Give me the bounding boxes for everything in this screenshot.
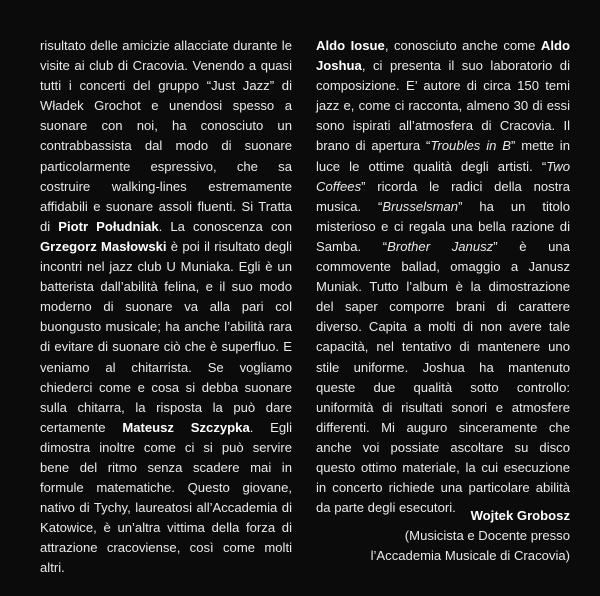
text-run: ” è una commovente ballad, omaggio a Janusz Muniak. Tutto l’album è la dimostrazione del saper comporre brani di carattere diverso. Capita a molti di non avere tale capacità, nel tentativo di mantenere uno stile uniforme. Joshua ha mantenuto queste due qualità sotto controllo: uniformità di risultati sonori e atmosfere differenti. Mi auguro sinceramente che anche voi possiate ascoltare su disco questo ottimo materiale, la cui esecuzione in concerto richiede una particolare abilità da parte degli esecutori. <box>316 238 570 516</box>
text-run: è poi il risultato degli incontri nel jazz club U Muniaka. Egli è un batterista dall’abilità felina, e il suo modo moderno di suonare va alla pari col buongusto musicale; ha anche l’abilità rara di evitare di suonare ciò che è superfluo. E veniamo al chitarrista. Se vogliamo chiederci come e cosa si debba suonare sulla chitarra, la risposta la può dare certamente <box>40 238 292 435</box>
text-run: ” ricorda le radici della nostra musica. “ <box>316 178 570 214</box>
composer-alias: Aldo Joshua <box>316 38 570 74</box>
right-column <box>316 36 570 518</box>
track-title: Brother Janusz <box>387 238 494 254</box>
author-role: (Musicista e Docente presso <box>404 528 570 544</box>
musician-name-bassist: Piotr Południak <box>58 218 159 234</box>
track-title: Two Coffees <box>316 158 570 194</box>
text-run: , ci presenta il suo laboratorio di composizione. E’ autore di circa 150 temi jazz e, come ci racconta, almeno 30 di essi sono ispirati all’atmosfera di Cracovia. Il brano di apertura “ <box>316 58 570 154</box>
signature-block <box>316 506 570 566</box>
text-run: . Egli dimostra inoltre come ci si può servire bene del ritmo senza scadere mai in formule matematiche. Questo giovane, nativo di Tychy, laureatosi all’Accademia di Katowice, è un’altra vittima della forza di attrazione cracoviense, così come molti altri. <box>40 419 293 576</box>
left-column <box>40 36 292 579</box>
text-run: ” ha un titolo misterioso e ci regala una bella razione di Samba. “ <box>316 198 570 254</box>
text-run: ” mette in luce le ottime qualità degli artisti. “ <box>316 138 570 174</box>
author-name: Wojtek Grobosz <box>470 508 570 523</box>
track-title: Troubles in B <box>430 138 511 154</box>
musician-name-drummer: Grzegorz Masłowski <box>40 238 167 254</box>
track-title: Brusselsman <box>382 198 459 214</box>
text-run: risultato delle amicizie allacciate durante le visite ai club di Cracovia. Venendo a quasi tutti i concerti del gruppo “Just Jazz” di Władek Grochot e unendosi spesso a suonare con noi, ha conosciuto un contrabbassista dal modo di suonare particolarmente espressivo, che sa costruire walking-lines estremamente affidabili e suonare assoli fluenti. Si Tratta di <box>40 38 292 234</box>
left-paragraph <box>40 36 292 579</box>
text-run: , conosciuto anche come <box>384 38 541 53</box>
text-run: . La conoscenza con <box>158 218 292 234</box>
musician-name-guitarist: Mateusz Szczypka <box>122 419 250 435</box>
author-affiliation: l’Accademia Musicale di Cracovia) <box>370 548 570 564</box>
composer-name: Aldo Iosue <box>316 38 385 53</box>
right-paragraph <box>316 36 570 518</box>
